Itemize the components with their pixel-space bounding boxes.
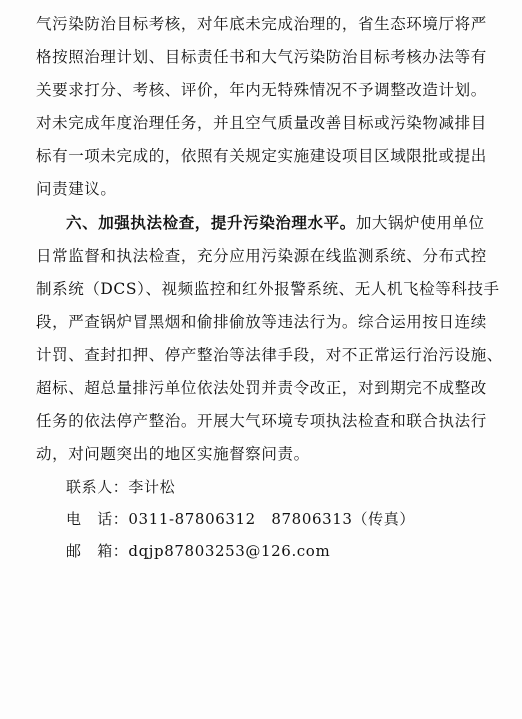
contact-phone-value: 0311-87806312 87806313（传真） <box>128 510 415 528</box>
contact-phone-label: 电 话： <box>66 510 129 528</box>
body-line: 日常监督和执法检查，充分应用污染源在线监测系统、分布式控 <box>36 247 487 265</box>
body-line: 段，严查锅炉冒黑烟和偷排偷放等违法行为。综合运用按日连续 <box>36 313 487 331</box>
body-line: 对未完成年度治理任务，并且空气质量改善目标或污染物减排目 <box>36 114 487 132</box>
contact-phone <box>66 509 415 529</box>
body-line: 动，对问题突出的地区实施督察问责。 <box>36 445 310 463</box>
contact-email-value: dqjp87803253@126.com <box>128 542 331 560</box>
body-line: 制系统（DCS）、视频监控和红外报警系统、无人机飞检等科技手 <box>36 280 500 298</box>
contact-person-name: 李计松 <box>128 478 176 496</box>
section6-first-rest: 加大锅炉使用单位 <box>355 214 485 232</box>
body-line: 关要求打分、考核、评价，年内无特殊情况不予调整改造计划。 <box>36 81 487 99</box>
body-line: 任务的依法停产整治。开展大气环境专项执法检查和联合执法行 <box>36 412 487 430</box>
contact-person-label: 联系人： <box>66 478 129 496</box>
body-line: 计罚、查封扣押、停产整治等法律手段，对不正常运行治污设施、 <box>36 346 503 364</box>
body-line: 标有一项未完成的，依照有关规定实施建设项目区域限批或提出 <box>36 147 487 165</box>
section6-first-line <box>66 213 485 233</box>
section6-heading: 六、加强执法检查，提升污染治理水平。 <box>66 213 356 232</box>
body-line: 气污染防治目标考核，对年底未完成治理的，省生态环境厅将严 <box>36 15 487 33</box>
body-line: 格按照治理计划、目标责任书和大气污染防治目标考核办法等有 <box>36 48 487 66</box>
body-line: 问责建议。 <box>36 180 117 198</box>
contact-person <box>66 477 175 497</box>
body-line: 超标、超总量排污单位依法处罚并责令改正，对到期完不成整改 <box>36 379 487 397</box>
contact-email <box>66 541 330 561</box>
contact-email-label: 邮 箱： <box>66 542 129 560</box>
